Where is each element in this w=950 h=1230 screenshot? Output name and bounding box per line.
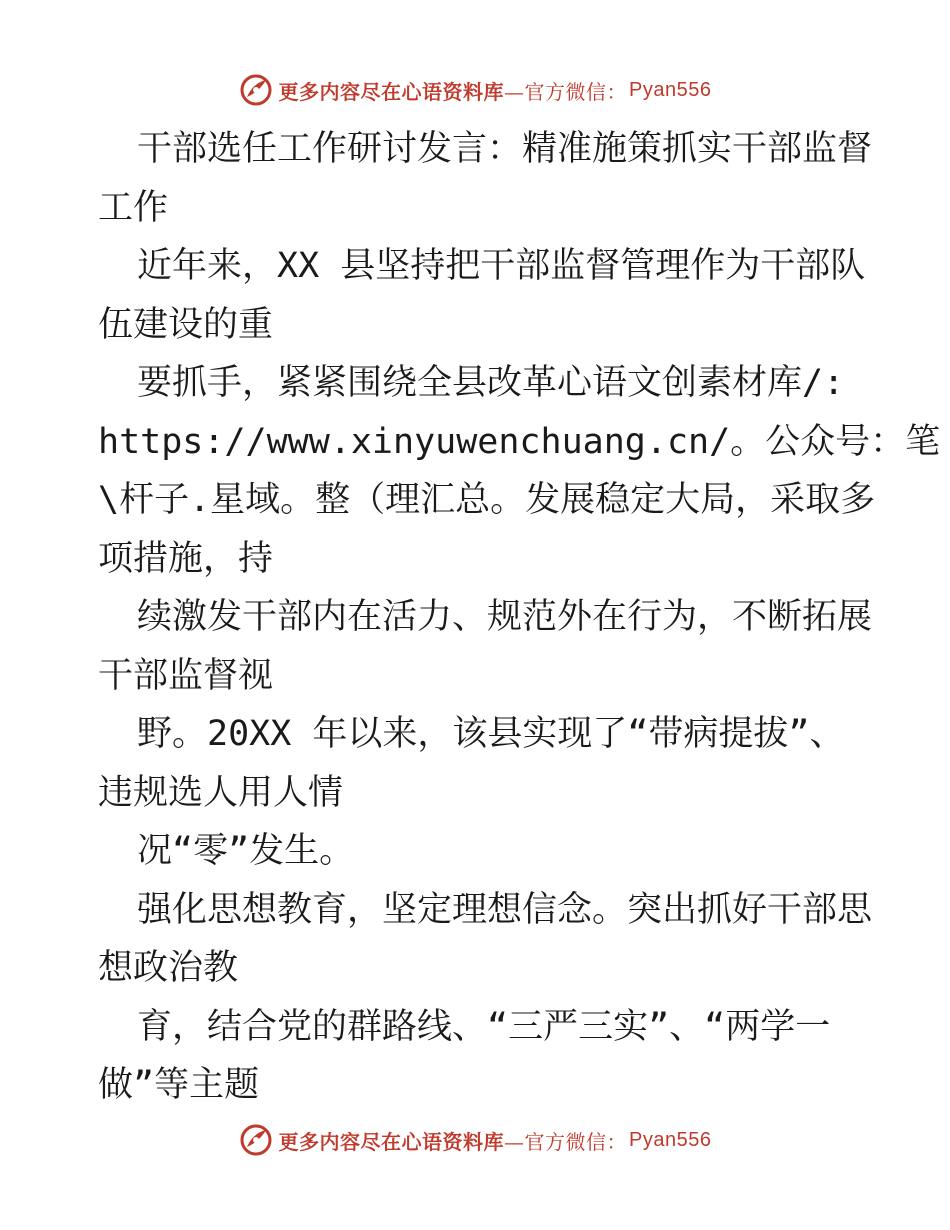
quill-seal-icon	[239, 1123, 273, 1157]
footer-banner	[0, 1120, 950, 1160]
header-banner-wechat-id: Pyan556	[629, 78, 712, 101]
header-banner-separator: —官方微信：	[504, 79, 628, 104]
body-line: 想政治教	[98, 948, 239, 988]
footer-banner-wechat-id: Pyan556	[629, 1128, 712, 1151]
body-line: 育，结合党的群路线、“三严三实”、“两学一	[137, 1006, 831, 1047]
body-line: 强化思想教育，坚定理想信念。突出抓好干部思	[137, 889, 873, 930]
body-line: 做”等主题	[98, 1065, 260, 1105]
body-line: 况“零”发生。	[137, 831, 355, 871]
body-line: 近年来，XX 县坚持把干部监督管理作为干部队	[137, 246, 866, 286]
quill-seal-icon	[239, 73, 273, 107]
footer-banner-text: 更多内容尽在心语资料库	[278, 1129, 505, 1154]
body-line: 违规选人用人情	[98, 772, 344, 813]
body-line: 要抓手，紧紧围绕全县改革心语文创素材库/:	[137, 363, 845, 403]
body-line: \杆子.星域。整（理汇总。发展稳定大局，采取多	[98, 480, 876, 520]
body-line: 续激发干部内在活力、规范外在行为，不断拓展	[137, 597, 873, 637]
header-banner-text: 更多内容尽在心语资料库	[278, 79, 505, 104]
body-line: 干部选任工作研讨发言：精准施策抓实干部监督	[137, 129, 873, 169]
footer-banner-separator: —官方微信：	[504, 1129, 628, 1154]
body-line: https://www.xinyuwenchuang.cn/。公众号：笔	[98, 421, 941, 462]
header-banner	[0, 70, 950, 110]
document-body	[98, 120, 941, 1115]
body-line: 工作	[98, 187, 169, 228]
body-line: 野。20XX 年以来，该县实现了“带病提拔”、	[137, 714, 845, 754]
body-line: 项措施，持	[98, 538, 274, 579]
body-line: 伍建设的重	[98, 304, 274, 345]
body-line: 干部监督视	[98, 655, 274, 696]
